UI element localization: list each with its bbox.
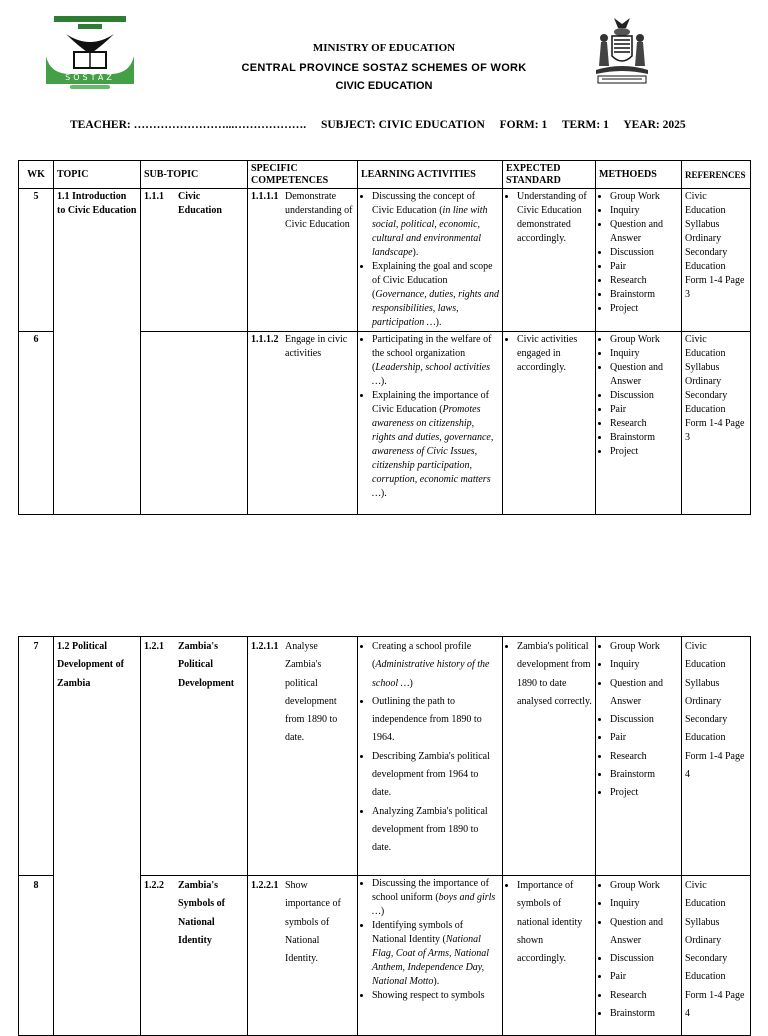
method-item: • Brainstorm <box>610 766 678 784</box>
scheme-table-2 <box>18 636 751 1036</box>
method-item: • Research <box>610 417 678 431</box>
subtopic-cell <box>141 189 248 332</box>
method-item: • Project <box>610 445 678 459</box>
activity-item: • Discussing the concept of Civic Education (in line with social, political, economic, cultural and environmental landscape). <box>372 190 499 260</box>
reference-cell: Civic Education Syllabus Ordinary Secondary Education Form 1-4 Page 4 <box>682 637 751 876</box>
week-number: 5 <box>19 189 54 332</box>
subtopic-text: Zambia's Political Development <box>178 641 235 689</box>
method-item: • Discussion <box>610 389 678 403</box>
activity-item: • Identifying symbols of National Identity (National Flag, Coat of Arms, National Anthem, Independence Day, National Motto). <box>372 919 499 989</box>
col-standard: EXPECTED STANDARD <box>503 161 596 189</box>
col-topic: TOPIC <box>54 161 141 189</box>
standard-cell <box>503 637 596 876</box>
standard-item: • Understanding of Civic Education demonstrated accordingly. <box>517 190 592 246</box>
activity-item: • Discussing the importance of school uniform (boys and girls …) <box>372 877 499 919</box>
subtopic-cell <box>141 332 248 515</box>
subtopic-text: Civic Education <box>178 191 222 216</box>
activity-item: • Analyzing Zambia's political development from 1890 to date. <box>372 803 499 858</box>
method-item: • Inquiry <box>610 204 678 218</box>
competence-text: Engage in civic activities <box>285 334 348 359</box>
subtopic-code: 1.2.2 <box>144 880 164 891</box>
subtopic-cell <box>141 876 248 1036</box>
competence-cell <box>248 876 358 1036</box>
method-item: • Project <box>610 302 678 316</box>
standard-item: • Civic activities engaged in accordingly. <box>517 333 592 375</box>
method-item: • Discussion <box>610 950 678 968</box>
activity-item: • Describing Zambia's political development from 1964 to date. <box>372 748 499 803</box>
competence-cell <box>248 189 358 332</box>
col-methods: METHOEDS <box>596 161 682 189</box>
topic-cell: 1.2 Political Development of Zambia <box>54 637 141 1036</box>
ministry-title: MINISTRY OF EDUCATION <box>312 42 456 54</box>
method-item: • Pair <box>610 968 678 986</box>
competence-code: 1.1.1.1 <box>251 191 279 202</box>
subtopic-code: 1.2.1 <box>144 641 164 652</box>
methods-cell <box>596 189 682 332</box>
method-item: • Group Work <box>610 877 678 895</box>
teacher-info-line <box>70 119 698 131</box>
method-item: • Question and Answer <box>610 914 678 951</box>
coat-of-arms-icon <box>592 14 652 86</box>
standard-cell <box>503 876 596 1036</box>
activities-cell <box>358 637 503 876</box>
week-number: 8 <box>19 876 54 1036</box>
competence-cell <box>248 332 358 515</box>
method-item: • Discussion <box>610 246 678 260</box>
method-item: • Question and Answer <box>610 218 678 246</box>
method-item: • Inquiry <box>610 656 678 674</box>
form-field: FORM: 1 <box>499 119 548 131</box>
method-item: • Group Work <box>610 638 678 656</box>
subtopic-code: 1.1.1 <box>144 191 164 202</box>
activities-cell <box>358 189 503 332</box>
method-item: • Research <box>610 987 678 1005</box>
method-item: • Project <box>610 784 678 802</box>
standard-item: • Importance of symbols of national identity shown accordingly. <box>517 877 592 968</box>
reference-cell: Civic Education Syllabus Ordinary Secondary Education Form 1-4 Page 3 <box>682 189 751 332</box>
col-subtopic: SUB-TOPIC <box>141 161 248 189</box>
competence-cell <box>248 637 358 876</box>
document-header <box>0 0 768 140</box>
method-item: • Brainstorm <box>610 288 678 302</box>
method-item: • Inquiry <box>610 895 678 913</box>
activities-cell <box>358 332 503 515</box>
standard-cell <box>503 332 596 515</box>
col-references: REFERENCES <box>682 161 751 189</box>
activity-item: • Participating in the welfare of the school organization (Leadership, school activities …). <box>372 333 499 389</box>
table-header-row <box>19 161 751 189</box>
standard-item: • Zambia's political development from 1890 to date analysed correctly. <box>517 638 592 711</box>
method-item: • Group Work <box>610 190 678 204</box>
reference-cell: Civic Education Syllabus Ordinary Secondary Education Form 1-4 Page 3 <box>682 332 751 515</box>
year-field: YEAR: 2025 <box>623 119 686 131</box>
method-item: • Group Work <box>610 333 678 347</box>
activity-item: • Outlining the path to independence from 1890 to 1964. <box>372 693 499 748</box>
method-item: • Inquiry <box>610 347 678 361</box>
method-item: • Discussion <box>610 711 678 729</box>
subtopic-text: Zambia's Symbols of National Identity <box>178 880 225 946</box>
method-item: • Pair <box>610 729 678 747</box>
method-item: • Pair <box>610 260 678 274</box>
method-item: • Question and Answer <box>610 675 678 712</box>
col-wk: WK <box>19 161 54 189</box>
teacher-field: TEACHER: ……………………...………………. <box>70 119 307 131</box>
methods-cell <box>596 332 682 515</box>
logo-text: SOSTAZ <box>65 73 115 82</box>
topic-cell: 1.1 Introduction to Civic Education <box>54 189 141 515</box>
method-item: • Brainstorm <box>610 1005 678 1023</box>
method-item: • Research <box>610 748 678 766</box>
method-item: • Research <box>610 274 678 288</box>
activity-item: • Creating a school profile (Administrative history of the school …) <box>372 638 499 693</box>
subtopic-cell <box>141 637 248 876</box>
week-number: 7 <box>19 637 54 876</box>
activity-item: • Explaining the importance of Civic Education (Promotes awareness on citizenship, rights and duties, governance, awareness of Civic Issues, citizenship participation, corruption, economic matters …). <box>372 389 499 501</box>
competence-code: 1.2.2.1 <box>251 880 279 891</box>
competence-code: 1.2.1.1 <box>251 641 279 652</box>
subject-title: CIVIC EDUCATION <box>335 80 433 92</box>
activity-item: • Showing respect to symbols <box>372 989 499 1003</box>
reference-cell: Civic Education Syllabus Ordinary Secondary Education Form 1-4 Page 4 <box>682 876 751 1036</box>
table-row <box>19 637 751 876</box>
col-competences: SPECIFIC COMPETENCES <box>248 161 358 189</box>
competence-text: Analyse Zambia's political development from 1890 to date. <box>285 641 338 744</box>
document-title: CENTRAL PROVINCE SOSTAZ SCHEMES OF WORK <box>241 62 527 74</box>
method-item: • Question and Answer <box>610 361 678 389</box>
methods-cell <box>596 876 682 1036</box>
week-number: 6 <box>19 332 54 515</box>
subject-field: SUBJECT: CIVIC EDUCATION <box>320 119 485 131</box>
table-row <box>19 189 751 332</box>
methods-cell <box>596 637 682 876</box>
competence-text: Demonstrate understanding of Civic Education <box>285 191 353 230</box>
method-item: • Pair <box>610 403 678 417</box>
scheme-table-1 <box>18 160 751 515</box>
activities-cell <box>358 876 503 1036</box>
term-field: TERM: 1 <box>561 119 609 131</box>
activity-item: • Explaining the goal and scope of Civic Education (Governance, duties, rights and responsibilities, laws, participation …). <box>372 260 499 330</box>
competence-text: Show importance of symbols of National Identity. <box>285 880 341 965</box>
competence-code: 1.1.1.2 <box>251 334 279 345</box>
standard-cell <box>503 189 596 332</box>
col-activities: LEARNING ACTIVITIES <box>358 161 503 189</box>
method-item: • Brainstorm <box>610 431 678 445</box>
